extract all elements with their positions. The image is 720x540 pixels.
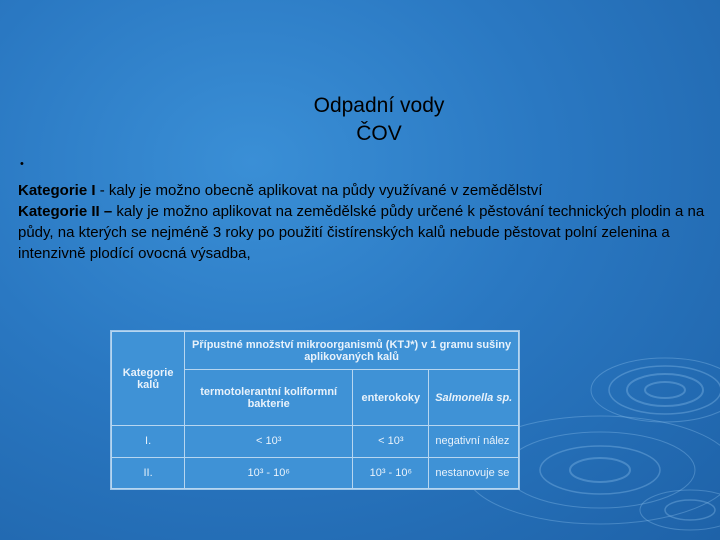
title-line-1: Odpadní vody [313,94,445,117]
category-1-text: - kaly je možno obecně aplikovat na půdy využívané v zemědělství [95,182,543,199]
row-category: II. [112,457,185,489]
slide-title [0,92,720,148]
row-category: I. [112,426,185,458]
row-entero: 10³ - 10⁶ [353,457,429,489]
row-thermo: 10³ - 10⁶ [185,457,353,489]
row-salmonella: nestanovuje se [429,457,519,489]
category-1-label: Kategorie I [18,182,96,199]
title-line-2: ČOV [356,122,402,145]
bullet-marker: • [20,158,24,170]
row-salmonella: negativní nález [429,426,519,458]
header-salmonella: Salmonella sp. [429,370,519,426]
category-2-label: Kategorie II – [18,203,113,220]
category-2-paragraph [18,201,708,264]
body-text [18,180,708,264]
category-2-text: kaly je možno aplikovat na zemědělské půdy určené k pěstování technických plodin a na půdy, na kterých se nejméně 3 roky po použití čistírenských kalů nebude pěstovat polní zelenina a intenzivně plodící ovocná výsadba, [18,203,705,262]
microorganism-table [110,330,520,490]
category-1-paragraph [18,180,708,201]
table-row [112,426,519,458]
row-entero: < 10³ [353,426,429,458]
row-thermo: < 10³ [185,426,353,458]
table-row [112,457,519,489]
header-category: Kategorie kalů [112,332,185,426]
header-allowed-amount: Přípustné množství mikroorganismů (KTJ*) v 1 gramu sušiny aplikovaných kalů [185,332,519,370]
header-enterococci: enterokoky [353,370,429,426]
header-thermotolerant: termotolerantní koliformní bakterie [185,370,353,426]
